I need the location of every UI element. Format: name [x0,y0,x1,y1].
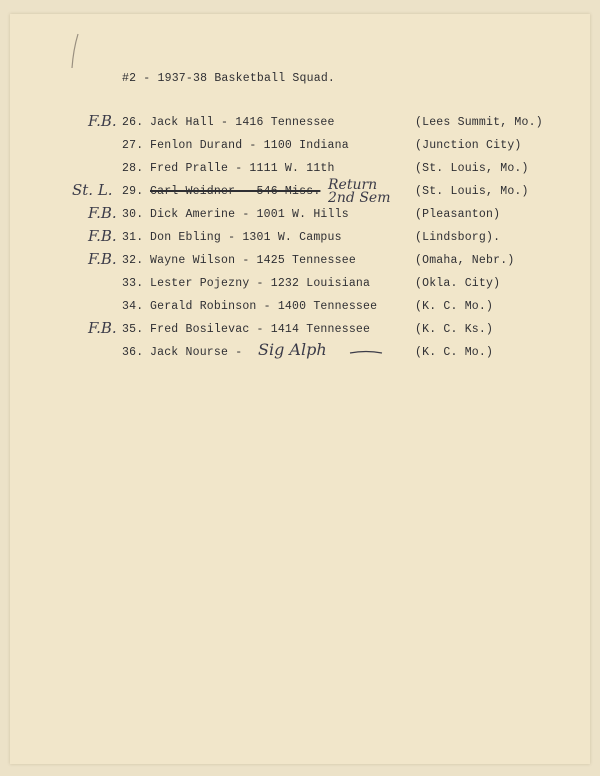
roster-row [10,177,590,206]
pencil-mark-icon [68,32,82,72]
roster-entry: Don Ebling - 1301 W. Campus [150,231,342,244]
handwritten-annotation: Return 2nd Sem [328,177,391,206]
roster-entry: Dick Amerine - 1001 W. Hills [150,208,349,221]
roster-number: 29. [122,185,144,198]
roster-entry: Fred Bosilevac - 1414 Tennessee [150,323,371,336]
margin-note: F.B. [88,319,117,337]
roster-number: 35. [122,323,144,336]
document-title: #2 - 1937-38 Basketball Squad. [122,72,336,85]
document-page [10,14,590,764]
handwritten-annotation: Sig Alph [258,340,327,359]
roster-entry: Lester Pojezny - 1232 Louisiana [150,277,371,290]
roster-hometown: (St. Louis, Mo.) [415,162,529,175]
roster-row [10,277,590,295]
roster-hometown: (Pleasanton) [415,208,501,221]
roster-entry: Fenlon Durand - 1100 Indiana [150,139,349,152]
roster-row [10,112,590,134]
roster-hometown: (Omaha, Nebr.) [415,254,515,267]
margin-note: St. L. [72,181,113,199]
roster-row [10,300,590,318]
margin-note: F.B. [88,204,117,222]
roster-row [10,250,590,272]
roster-number: 32. [122,254,144,267]
roster-entry: Fred Pralle - 1111 W. 11th [150,162,335,175]
roster-row [10,204,590,226]
roster-hometown: (Lees Summit, Mo.) [415,116,543,129]
roster-hometown: (K. C. Mo.) [415,346,494,359]
roster-hometown: (St. Louis, Mo.) [415,185,529,198]
roster-entry: Wayne Wilson - 1425 Tennessee [150,254,356,267]
margin-note: F.B. [88,227,117,245]
roster-number: 31. [122,231,144,244]
roster-hometown: (K. C. Ks.) [415,323,494,336]
roster-hometown: (K. C. Mo.) [415,300,494,313]
margin-note: F.B. [88,112,117,130]
roster-row [10,227,590,249]
roster-entry-struck: Carl Weidner - 546 Miss. [150,185,321,198]
roster-row [10,162,590,180]
roster-number: 26. [122,116,144,129]
margin-note: F.B. [88,250,117,268]
roster-hometown: (Junction City) [415,139,522,152]
roster-row [10,139,590,157]
dash-stroke-icon [348,348,384,356]
roster-number: 30. [122,208,144,221]
roster-number: 28. [122,162,144,175]
roster-number: 33. [122,277,144,290]
roster-number: 34. [122,300,144,313]
roster-entry: Gerald Robinson - 1400 Tennessee [150,300,378,313]
roster-number: 36. [122,346,144,359]
roster-entry: Jack Nourse - [150,346,243,359]
roster-hometown: (Okla. City) [415,277,501,290]
roster-number: 27. [122,139,144,152]
roster-hometown: (Lindsborg). [415,231,501,244]
roster-row [10,319,590,341]
roster-entry: Jack Hall - 1416 Tennessee [150,116,335,129]
roster-row [10,340,590,364]
